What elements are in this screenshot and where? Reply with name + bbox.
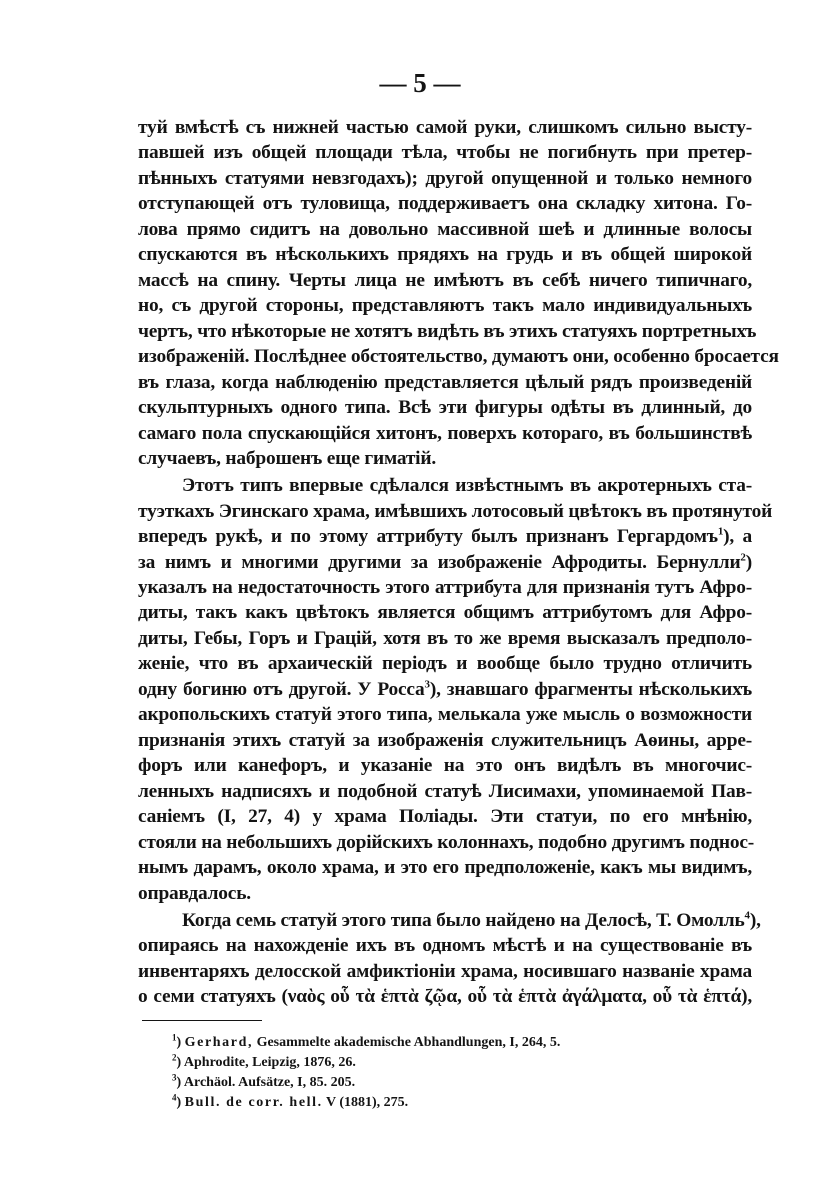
text-line: изображеній. Послѣднее обстоятельство, думаютъ они, особенно бросается (138, 346, 779, 367)
text-line: впередъ рукѣ, и по этому аттрибуту былъ признанъ Гергардомъ$^1$), а (138, 525, 752, 547)
text-line: одну богиню отъ другой. У Росса$^3$), знавшаго фрагменты нѣсколькихъ (138, 678, 752, 700)
text-line: Когда семь статуй этого типа было найдено на Делосѣ, Т. Омолль$^4$), (182, 909, 761, 931)
footnote: $^2$) Aphrodite, Leipzig, 1876, 26. (172, 1052, 356, 1070)
text-line: саніемъ (I, 27, 4) у храма Поліады. Эти статуи, по его мнѣнію, (138, 806, 752, 827)
text-line: акропольскихъ статуй этого типа, мелькала уже мысль о возможности (138, 704, 752, 725)
text-line: опираясь на нахожденіе ихъ въ одномъ мѣстѣ и на существованіе въ (138, 935, 752, 956)
footnote-ref: 1 (717, 525, 724, 538)
text-line: стояли на небольшихъ дорійскихъ колоннахъ, подобно другимъ поднос- (138, 832, 755, 853)
text-line: нымъ дарамъ, около храма, и это его предположеніе, какъ мы видимъ, (138, 857, 752, 878)
text-line: скульптурныхъ одного типа. Всѣ эти фигуры одѣты въ длинный, до (138, 397, 752, 418)
text-line: чертъ, что нѣкоторые не хотятъ видѣть въ этихъ статуяхъ портретныхъ (138, 321, 757, 342)
footnote: $^4$) Bull. de corr. hell. V (1881), 275. (172, 1092, 409, 1110)
text-line: форъ или канефоръ, и указаніе на это онъ видѣлъ въ многочис- (138, 755, 752, 776)
footnote: $^3$) Archäol. Aufsätze, I, 85. 205. (172, 1072, 356, 1090)
text-line: указалъ на недостаточность этого аттрибута для признанія тутъ Афро- (138, 577, 752, 598)
page-number: — 5 — (379, 68, 461, 98)
footnote-ref: 4 (744, 909, 750, 922)
footnote-ref: 3 (424, 678, 430, 691)
text-line: туй вмѣстѣ съ нижней частью самой руки, слишкомъ сильно высту- (138, 117, 752, 138)
text-line: но, съ другой стороны, представляютъ такъ мало индивидуальныхъ (138, 295, 752, 316)
text-line: павшей изъ общей площади тѣла, чтобы не погибнуть при претер- (138, 142, 752, 163)
text-line: случаевъ, наброшенъ еще гиматій. (138, 448, 436, 469)
text-line: Этотъ типъ впервые сдѣлался извѣстнымъ въ акротерныхъ ста- (182, 475, 752, 496)
text-line: массѣ на спину. Черты лица не имѣютъ въ себѣ ничего типичнаго, (138, 270, 752, 291)
text-line: о семи статуяхъ (ναὸς οὗ τὰ ἑπτὰ ζῷα, οὗ τὰ ἑπτὰ ἀγάλματα, οὗ τὰ ἑπτά), (138, 986, 752, 1007)
text-line: женіе, что въ архаическій періодъ и вообще было трудно отличить (138, 653, 752, 674)
text-line: инвентаряхъ делосской амфиктіоніи храма, носившаго названіе храма (138, 961, 752, 982)
text-line: спускаются въ нѣсколькихъ прядяхъ на грудь и въ общей широкой (138, 244, 752, 265)
text-line: оправдалось. (138, 883, 251, 904)
text-line: лова прямо сидитъ на довольно массивной шеѣ и длинные волосы (138, 219, 752, 240)
text-line: ленныхъ надписяхъ и подобной статуѣ Лисимахи, упоминаемой Пав- (138, 781, 752, 802)
text-line: самаго пола спускающійся хитонъ, поверхъ котораго, въ большинствѣ (138, 423, 752, 444)
text-line: за нимъ и многими другими за изображеніе Афродиты. Бернулли$^2$) (138, 551, 752, 573)
footnote-ref: 2 (740, 551, 746, 564)
text-line: отступающей отъ туловища, поддерживаетъ она складку хитона. Го- (138, 193, 752, 214)
text-line: признанія этихъ статуй за изображенія служительницъ Аѳины, арре- (138, 730, 752, 751)
text-line: туэткахъ Эгинскаго храма, имѣвшихъ лотосовый цвѣтокъ въ протянутой (138, 501, 773, 522)
footnote: $^1$) Gerhard, Gesammelte akademische Abhandlungen, I, 264, 5. (172, 1032, 561, 1050)
footnote-divider (142, 1020, 262, 1021)
text-line: диты, такъ какъ цвѣтокъ является общимъ аттрибутомъ для Афро- (138, 602, 752, 623)
text-line: пѣнныхъ статуями невзгодахъ); другой опущенной и только немного (138, 168, 752, 189)
text-line: диты, Гебы, Горъ и Грацій, хотя въ то же время высказалъ предполо- (138, 628, 752, 649)
text-line: въ глаза, когда наблюденію представляется цѣлый рядъ произведеній (138, 372, 752, 393)
